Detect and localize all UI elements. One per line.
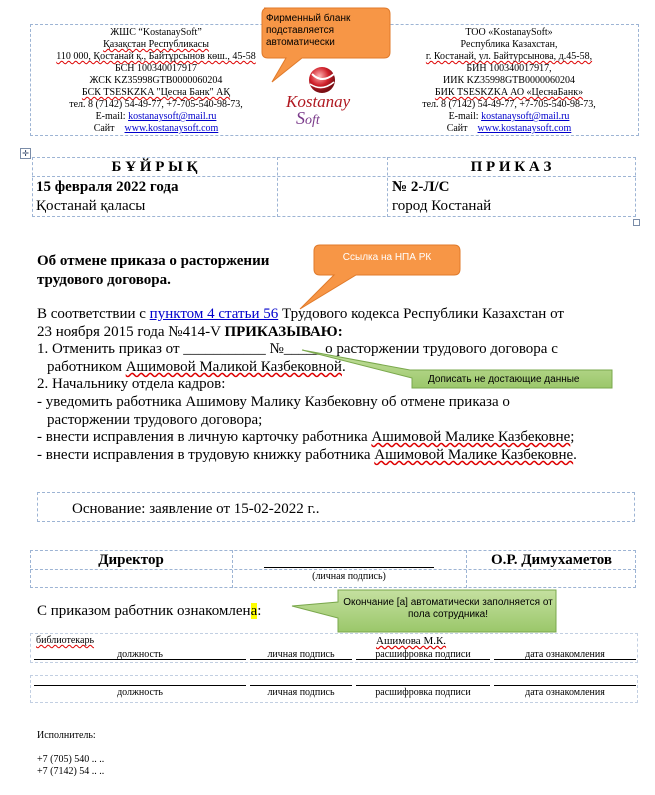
letterhead-right-line: тел. 8 (7142) 54-49-77, +7-705-540-98-73,	[422, 99, 596, 110]
signer-name: О.Р. Димухаметов	[491, 552, 612, 568]
letterhead-left-line: 110 000, Қостанай қ., Байтұрсынов көш., 45-58	[56, 51, 256, 62]
site-label: Сайт	[446, 123, 468, 134]
bullet-1: - уведомить работника Ашимову Малику Казбековну об отмене приказа о	[37, 393, 510, 410]
caption-date: дата ознакомления	[525, 649, 605, 660]
ack-text: :	[257, 603, 262, 619]
punctuation: .	[341, 358, 346, 375]
callout-text: Фирменный бланк подставляется автоматически	[266, 13, 351, 48]
letterhead-right-line: Республика Казахстан,	[460, 39, 558, 50]
item-2: 2. Начальнику отдела кадров:	[37, 376, 226, 393]
punctuation: .	[573, 446, 577, 463]
email-link[interactable]: kostanaysoft@mail.ru	[481, 111, 570, 122]
caption-decoding: расшифровка подписи	[375, 649, 471, 660]
employee-name: Ашимовой Маликой Казбековной	[125, 358, 342, 375]
table-resize-handle[interactable]	[633, 219, 640, 226]
letterhead-right-line: ТОО «KostanaySoft»	[465, 27, 553, 38]
ack-table-1	[30, 635, 642, 663]
callout-ending	[288, 588, 560, 634]
callout-text: Ссылка на НПА РК	[342, 252, 432, 263]
letterhead-right-line: ИИК KZ35998GTB0000060204	[443, 75, 575, 86]
site-label: Сайт	[93, 123, 115, 134]
ack-table-2	[30, 675, 642, 703]
caption-signature: личная подпись	[267, 649, 335, 660]
order-date: 15 февраля 2022 года	[36, 179, 179, 195]
item-1: 1. Отменить приказ от ___________ №_____ о расторжении трудового договора с	[37, 341, 558, 358]
email-label: E-mail:	[448, 111, 479, 122]
callout-letterhead	[258, 4, 398, 60]
employee-name: Ашимовой Малике Казбековне	[371, 429, 571, 446]
callout-text: Окончание [а] автоматически заполняется от пола сотрудника!	[343, 597, 553, 620]
order-number: № 2-Л/С	[392, 179, 450, 195]
intro-text: Трудового кодекса Республики Казахстан от	[278, 306, 564, 322]
executor-label: Исполнитель:	[37, 730, 96, 741]
position-value: библиотекарь	[36, 635, 95, 646]
letterhead-left-line: Қазақстан Республикасы	[103, 39, 209, 50]
signature-caption: (личная подпись)	[312, 571, 386, 582]
caption-decoding: расшифровка подписи	[375, 687, 471, 698]
item-1-text: работником	[47, 358, 126, 375]
letterhead-left-line: БСК TSESKZKA "Цесна Банк" АҚ	[81, 87, 231, 98]
letterhead-right-line: г. Костанай, ул. Байтурсынова, д.45-58,	[425, 51, 593, 62]
order-keyword: ПРИКАЗЫВАЮ:	[224, 323, 343, 340]
logo-text: stanay	[305, 92, 351, 111]
email-link[interactable]: kostanaysoft@mail.ru	[128, 111, 217, 122]
letterhead-right	[384, 27, 634, 135]
employee-name: Ашимовой Малике Казбековне	[374, 446, 574, 463]
executor-phone: +7 (705) 540 .. ..	[37, 754, 105, 765]
gender-ending: а	[250, 603, 258, 619]
callout-npa	[278, 243, 463, 315]
letterhead-left-line: ЖСК KZ35998GTB0000060204	[89, 75, 223, 86]
signature-table	[30, 550, 636, 588]
site-link[interactable]: www.kostanaysoft.com	[477, 123, 572, 134]
logo-text: S	[296, 108, 305, 128]
letterhead-left-line: тел. 8 (7142) 54-49-77, +7-705-540-98-73,	[69, 99, 243, 110]
callout-missing	[300, 348, 615, 396]
punctuation: ;	[570, 429, 575, 446]
caption-position: должность	[117, 687, 163, 698]
order-header-table	[32, 157, 636, 217]
caption-signature: личная подпись	[267, 687, 335, 698]
email-label: E-mail:	[95, 111, 126, 122]
bullet-3: - внести исправления в трудовую книжку работника	[37, 446, 375, 463]
decoding-value: Ашимова М.К.	[376, 635, 447, 647]
law-link[interactable]: пунктом 4 статьи 56	[149, 306, 279, 322]
caption-position: должность	[117, 649, 163, 660]
ru-city: город Костанай	[392, 198, 492, 214]
logo-text: Ko	[286, 92, 306, 111]
intro-text: В соответствии с	[37, 306, 150, 322]
executor-phone: +7 (7142) 54 .. ..	[37, 766, 105, 777]
table-move-icon[interactable]: ✛	[20, 148, 31, 159]
subject-line: трудового договора.	[37, 272, 171, 288]
letterhead-right-line: БИК TSESKZKA АО «ЦеснаБанк»	[434, 87, 584, 98]
caption-date: дата ознакомления	[525, 687, 605, 698]
letterhead-left-line: БСН 100340017917	[114, 63, 198, 74]
bullet-1-cont: расторжении трудового договора;	[47, 411, 263, 428]
ru-title: П Р И К А З	[470, 159, 552, 175]
ack-text: С приказом работник ознакомлен	[37, 603, 251, 619]
site-link[interactable]: www.kostanaysoft.com	[124, 123, 219, 134]
callout-text: Дописать не достающие данные	[428, 374, 580, 385]
basis-text: Основание: заявление от 15-02-2022 г..	[72, 501, 320, 517]
letterhead-left-line: ЖШС “KostanaySoft”	[110, 27, 202, 38]
kz-city: Қостанай қаласы	[36, 198, 146, 214]
letterhead-left	[32, 27, 280, 135]
bullet-2: - внести исправления в личную карточку работника	[37, 429, 372, 446]
letterhead-right-line: БИН 100340017917,	[466, 63, 552, 74]
subject-line: Об отмене приказа о расторжении	[37, 253, 270, 269]
logo-text: oft	[305, 113, 320, 128]
ack-statement	[37, 603, 261, 620]
signer-role: Директор	[98, 552, 164, 568]
intro-text: 23 ноября 2015 года №414-V	[37, 323, 225, 340]
kz-title: Б Ұ Й Р Ы Қ	[111, 159, 198, 175]
